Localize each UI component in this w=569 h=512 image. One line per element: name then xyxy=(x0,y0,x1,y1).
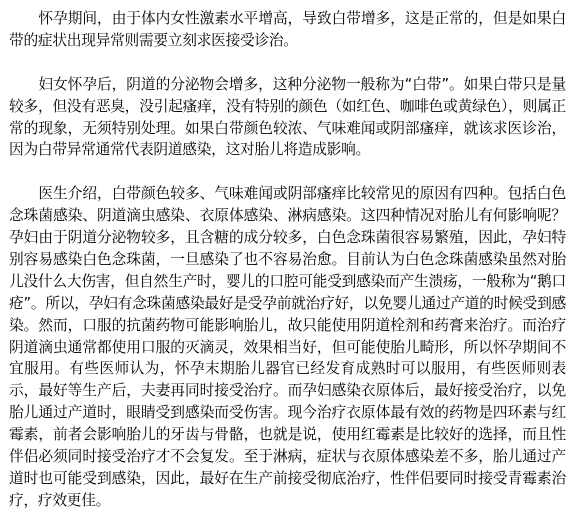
paragraph-gap xyxy=(9,52,566,74)
paragraph-3: 医生介绍，白带颜色较多、气味难闻或阴部瘙痒比较常见的原因有四种。包括白色念珠菌感染、阴道滴虫感染、衣原体感染、淋病感染。这四种情况对胎儿有何影响呢？孕妇由于阴道分泌物较多，且含糖的成分较多，白色念珠菌很容易繁殖，因此，孕妇特别容易感染白色念珠菌，一旦感染了也不容易治愈。目前认为白色念珠菌感染虽然对胎儿没什么大伤害，但自然生产时，婴儿的口腔可能受到感染而产生溃疡，一般称为“鹅口疮”。所以，孕妇有念珠菌感染最好是受孕前就治疗好，以免婴儿通过产道的时候受到感染。然而，口服的抗菌药物可能影响胎儿，故只能使用阴道栓剂和药膏来治疗。而治疗阴道滴虫通常都使用口服的灭滴灵，效果相当好，但可能使胎儿畸形，所以怀孕期间不宜服用。有些医师认为，怀孕末期胎儿器官已经发育成熟时可以服用，有些医师则表示，最好等生产后，夫妻再同时接受治疗。而孕妇感染衣原体后，最好接受治疗，以免胎儿通过产道时，眼睛受到感染而受伤害。现今治疗衣原体最有效的药物是四环素与红霉素，前者会影响胎儿的牙齿与骨骼，也就是说，使用红霉素是比较好的选择，而且性伴侣必须同时接受治疗才不会复发。至于淋病，症状与衣原体感染差不多，胎儿通过产道时也可能受到感染，因此，最好在生产前接受彻底治疗，性伴侣要同时接受青霉素治疗，疗效更佳。 xyxy=(9,185,566,509)
paragraph-1: 怀孕期间，由于体内女性激素水平增高，导致白带增多，这是正常的，但是如果白带的症状出现异常则需要立刻求医接受诊治。 xyxy=(9,10,566,49)
paragraph-gap xyxy=(9,161,566,183)
paragraph-2: 妇女怀孕后，阴道的分泌物会增多，这种分泌物一般称为“白带”。如果白带只是量较多，但没有恶臭，没引起瘙痒，没有特别的颜色（如红色、咖啡色或黄绿色），则属正常的现象，无须特别处理。如果白带颜色较浓、气味难闻或阴部瘙痒，就该求医诊治，因为白带异常通常代表阴道感染，这对胎儿将造成影响。 xyxy=(9,75,566,159)
